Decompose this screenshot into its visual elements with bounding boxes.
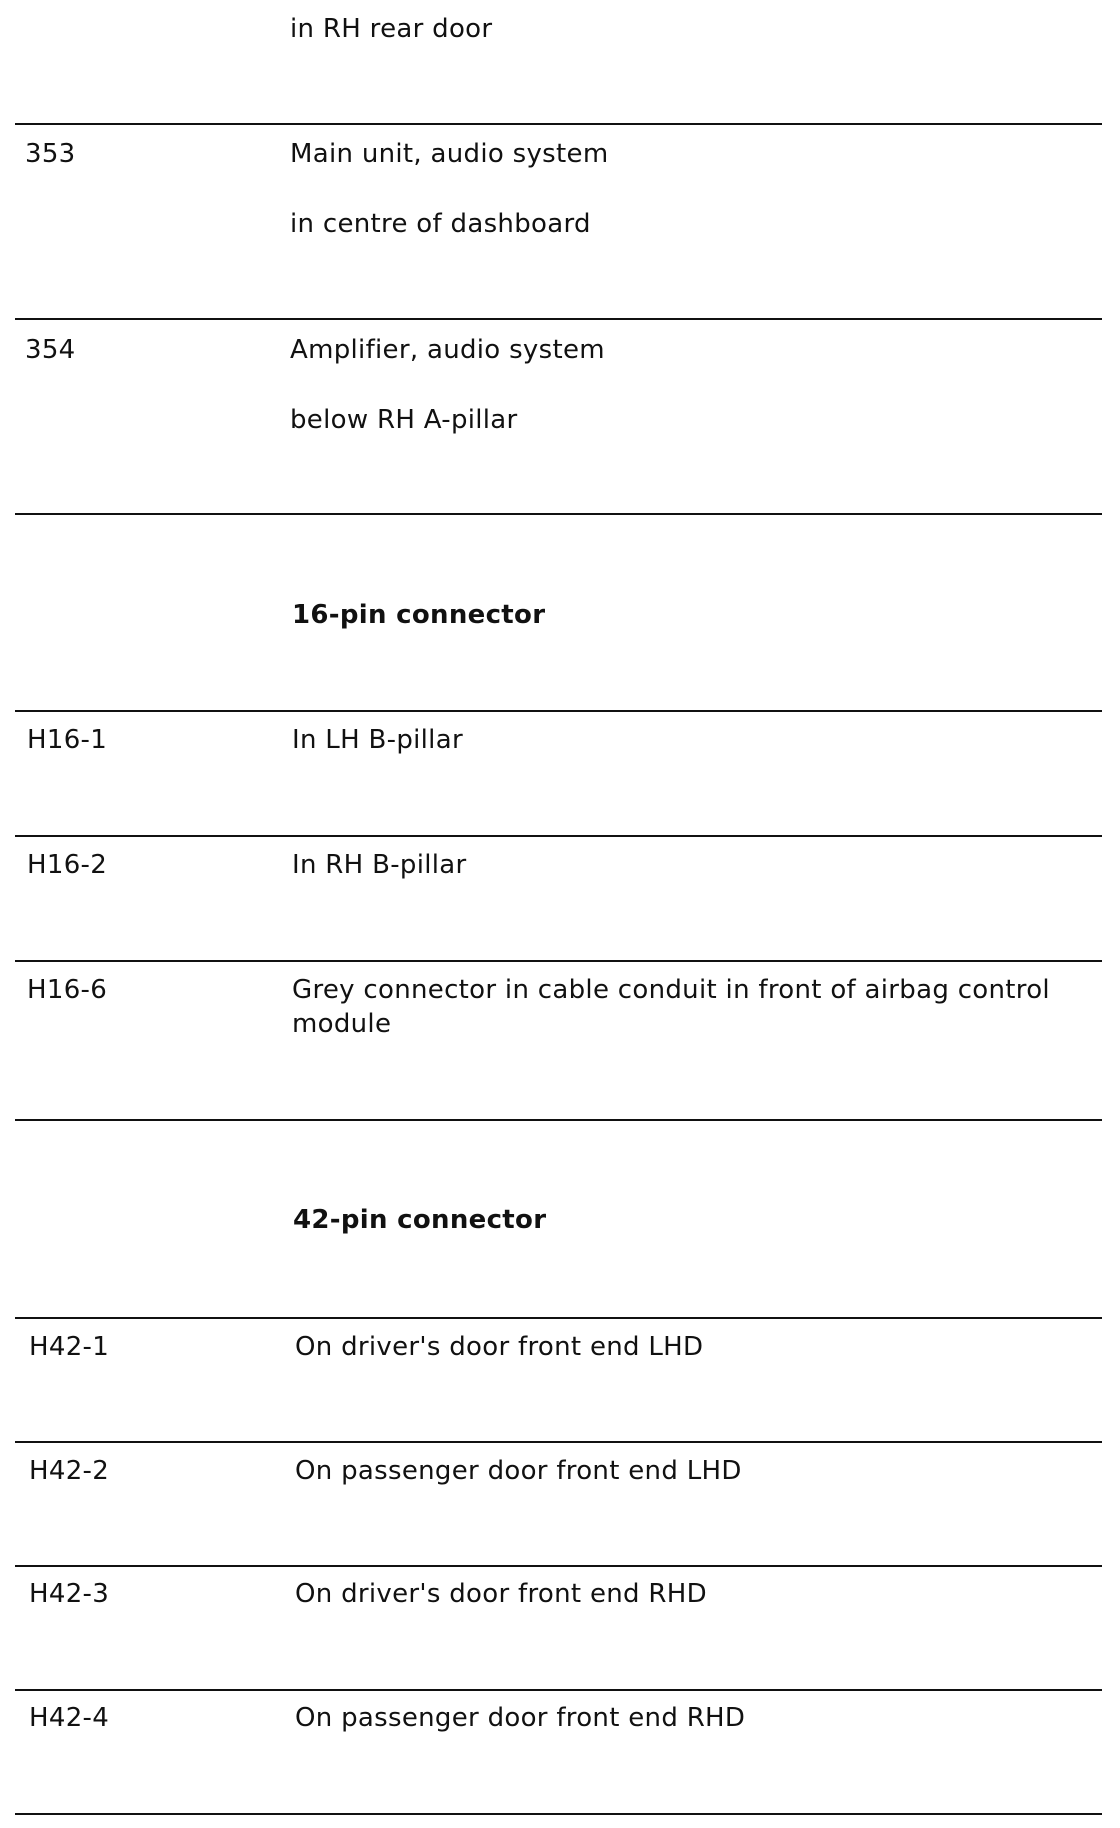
row-id: H42-2 <box>29 1456 110 1486</box>
row-divider <box>15 1689 1102 1691</box>
row-description: On driver's door front end RHD <box>295 1579 707 1609</box>
section-heading: 16-pin connector <box>292 600 546 630</box>
row-description: Grey connector in cable conduit in front of airbag control module <box>292 975 1050 1039</box>
row-divider <box>15 513 1102 515</box>
row-divider <box>15 1119 1102 1121</box>
row-id: H16-1 <box>27 725 108 755</box>
row-id: H42-1 <box>29 1332 110 1362</box>
row-description: Amplifier, audio system <box>290 335 605 365</box>
row-divider <box>15 1813 1102 1815</box>
row-divider <box>15 318 1102 320</box>
row-description: On driver's door front end LHD <box>295 1332 704 1362</box>
section-heading: 42-pin connector <box>293 1205 547 1235</box>
row-description: In RH B-pillar <box>292 850 467 880</box>
row-description: in RH rear door <box>290 14 493 44</box>
row-description: In LH B-pillar <box>292 725 463 755</box>
row-divider <box>15 960 1102 962</box>
row-description: On passenger door front end RHD <box>295 1703 746 1733</box>
row-id: H42-3 <box>29 1579 110 1609</box>
row-id: 354 <box>25 335 76 365</box>
row-id: H16-6 <box>27 975 108 1005</box>
row-divider <box>15 1317 1102 1319</box>
row-divider <box>15 835 1102 837</box>
row-id: 353 <box>25 139 76 169</box>
row-divider <box>15 1441 1102 1443</box>
row-location: in centre of dashboard <box>290 209 591 239</box>
row-description: On passenger door front end LHD <box>295 1456 742 1486</box>
row-divider <box>15 710 1102 712</box>
row-divider <box>15 123 1102 125</box>
row-location: below RH A-pillar <box>290 405 518 435</box>
row-id: H16-2 <box>27 850 108 880</box>
row-description: Main unit, audio system <box>290 139 609 169</box>
row-divider <box>15 1565 1102 1567</box>
row-id: H42-4 <box>29 1703 110 1733</box>
